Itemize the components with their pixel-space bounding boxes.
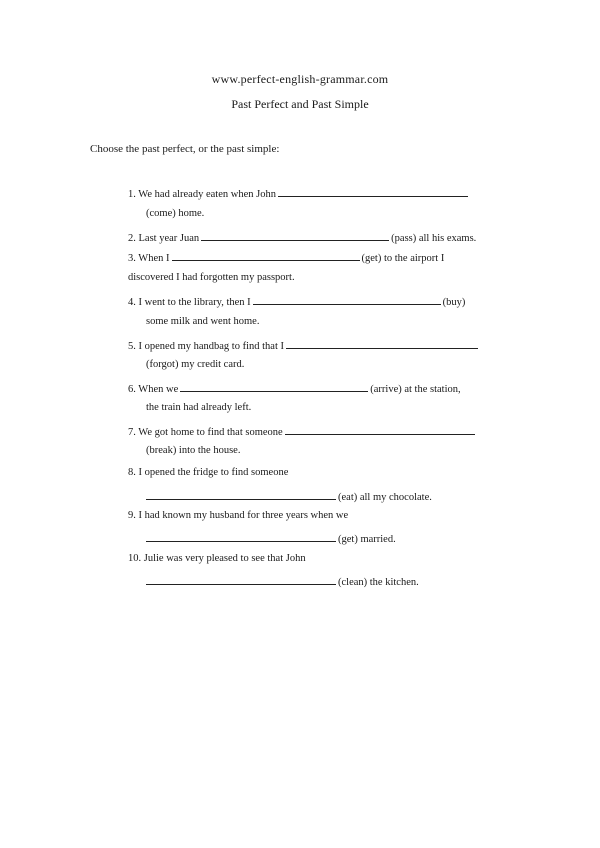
exercise-9-line2: (get) married.: [144, 530, 396, 547]
exercise-10-line2: (clean) the kitchen.: [144, 573, 419, 590]
exercise-9: 9. I had known my husband for three years when we: [128, 510, 349, 521]
instructions: Choose the past perfect, or the past simple:: [90, 143, 280, 155]
site-url: www.perfect-english-grammar.com: [211, 72, 389, 86]
answer-blank-5[interactable]: [286, 337, 478, 349]
answer-blank-10[interactable]: [146, 573, 336, 585]
exercise-7-line2: (break) into the house.: [146, 445, 241, 456]
exercise-1: 1. We had already eaten when John: [128, 185, 470, 202]
answer-blank-1[interactable]: [278, 185, 468, 197]
exercise-5-line2: (forgot) my credit card.: [146, 359, 245, 370]
answer-blank-9[interactable]: [146, 530, 336, 542]
exercise-2: 2. Last year Juan (pass) all his exams.: [128, 229, 476, 246]
answer-blank-6[interactable]: [180, 380, 368, 392]
page-title: Past Perfect and Past Simple: [231, 97, 369, 111]
exercise-3: 3. When I (get) to the airport I: [128, 249, 444, 266]
exercise-10: 10. Julie was very pleased to see that John: [128, 553, 306, 564]
answer-blank-3[interactable]: [172, 249, 360, 261]
answer-blank-2[interactable]: [201, 229, 389, 241]
exercise-8: 8. I opened the fridge to find someone: [128, 467, 289, 478]
answer-blank-8[interactable]: [146, 488, 336, 500]
exercise-5: 5. I opened my handbag to find that I: [128, 337, 480, 354]
answer-blank-4[interactable]: [253, 293, 441, 305]
exercise-4: 4. I went to the library, then I (buy): [128, 293, 465, 310]
exercise-1-line2: (come) home.: [146, 208, 205, 219]
exercise-4-line2: some milk and went home.: [146, 316, 260, 327]
answer-blank-7[interactable]: [285, 423, 475, 435]
exercise-7: 7. We got home to find that someone: [128, 423, 477, 440]
exercise-6-line2: the train had already left.: [146, 402, 252, 413]
exercise-6: 6. When we (arrive) at the station,: [128, 380, 461, 397]
exercise-3-line2: discovered I had forgotten my passport.: [128, 272, 295, 283]
exercise-8-line2: (eat) all my chocolate.: [144, 488, 432, 505]
